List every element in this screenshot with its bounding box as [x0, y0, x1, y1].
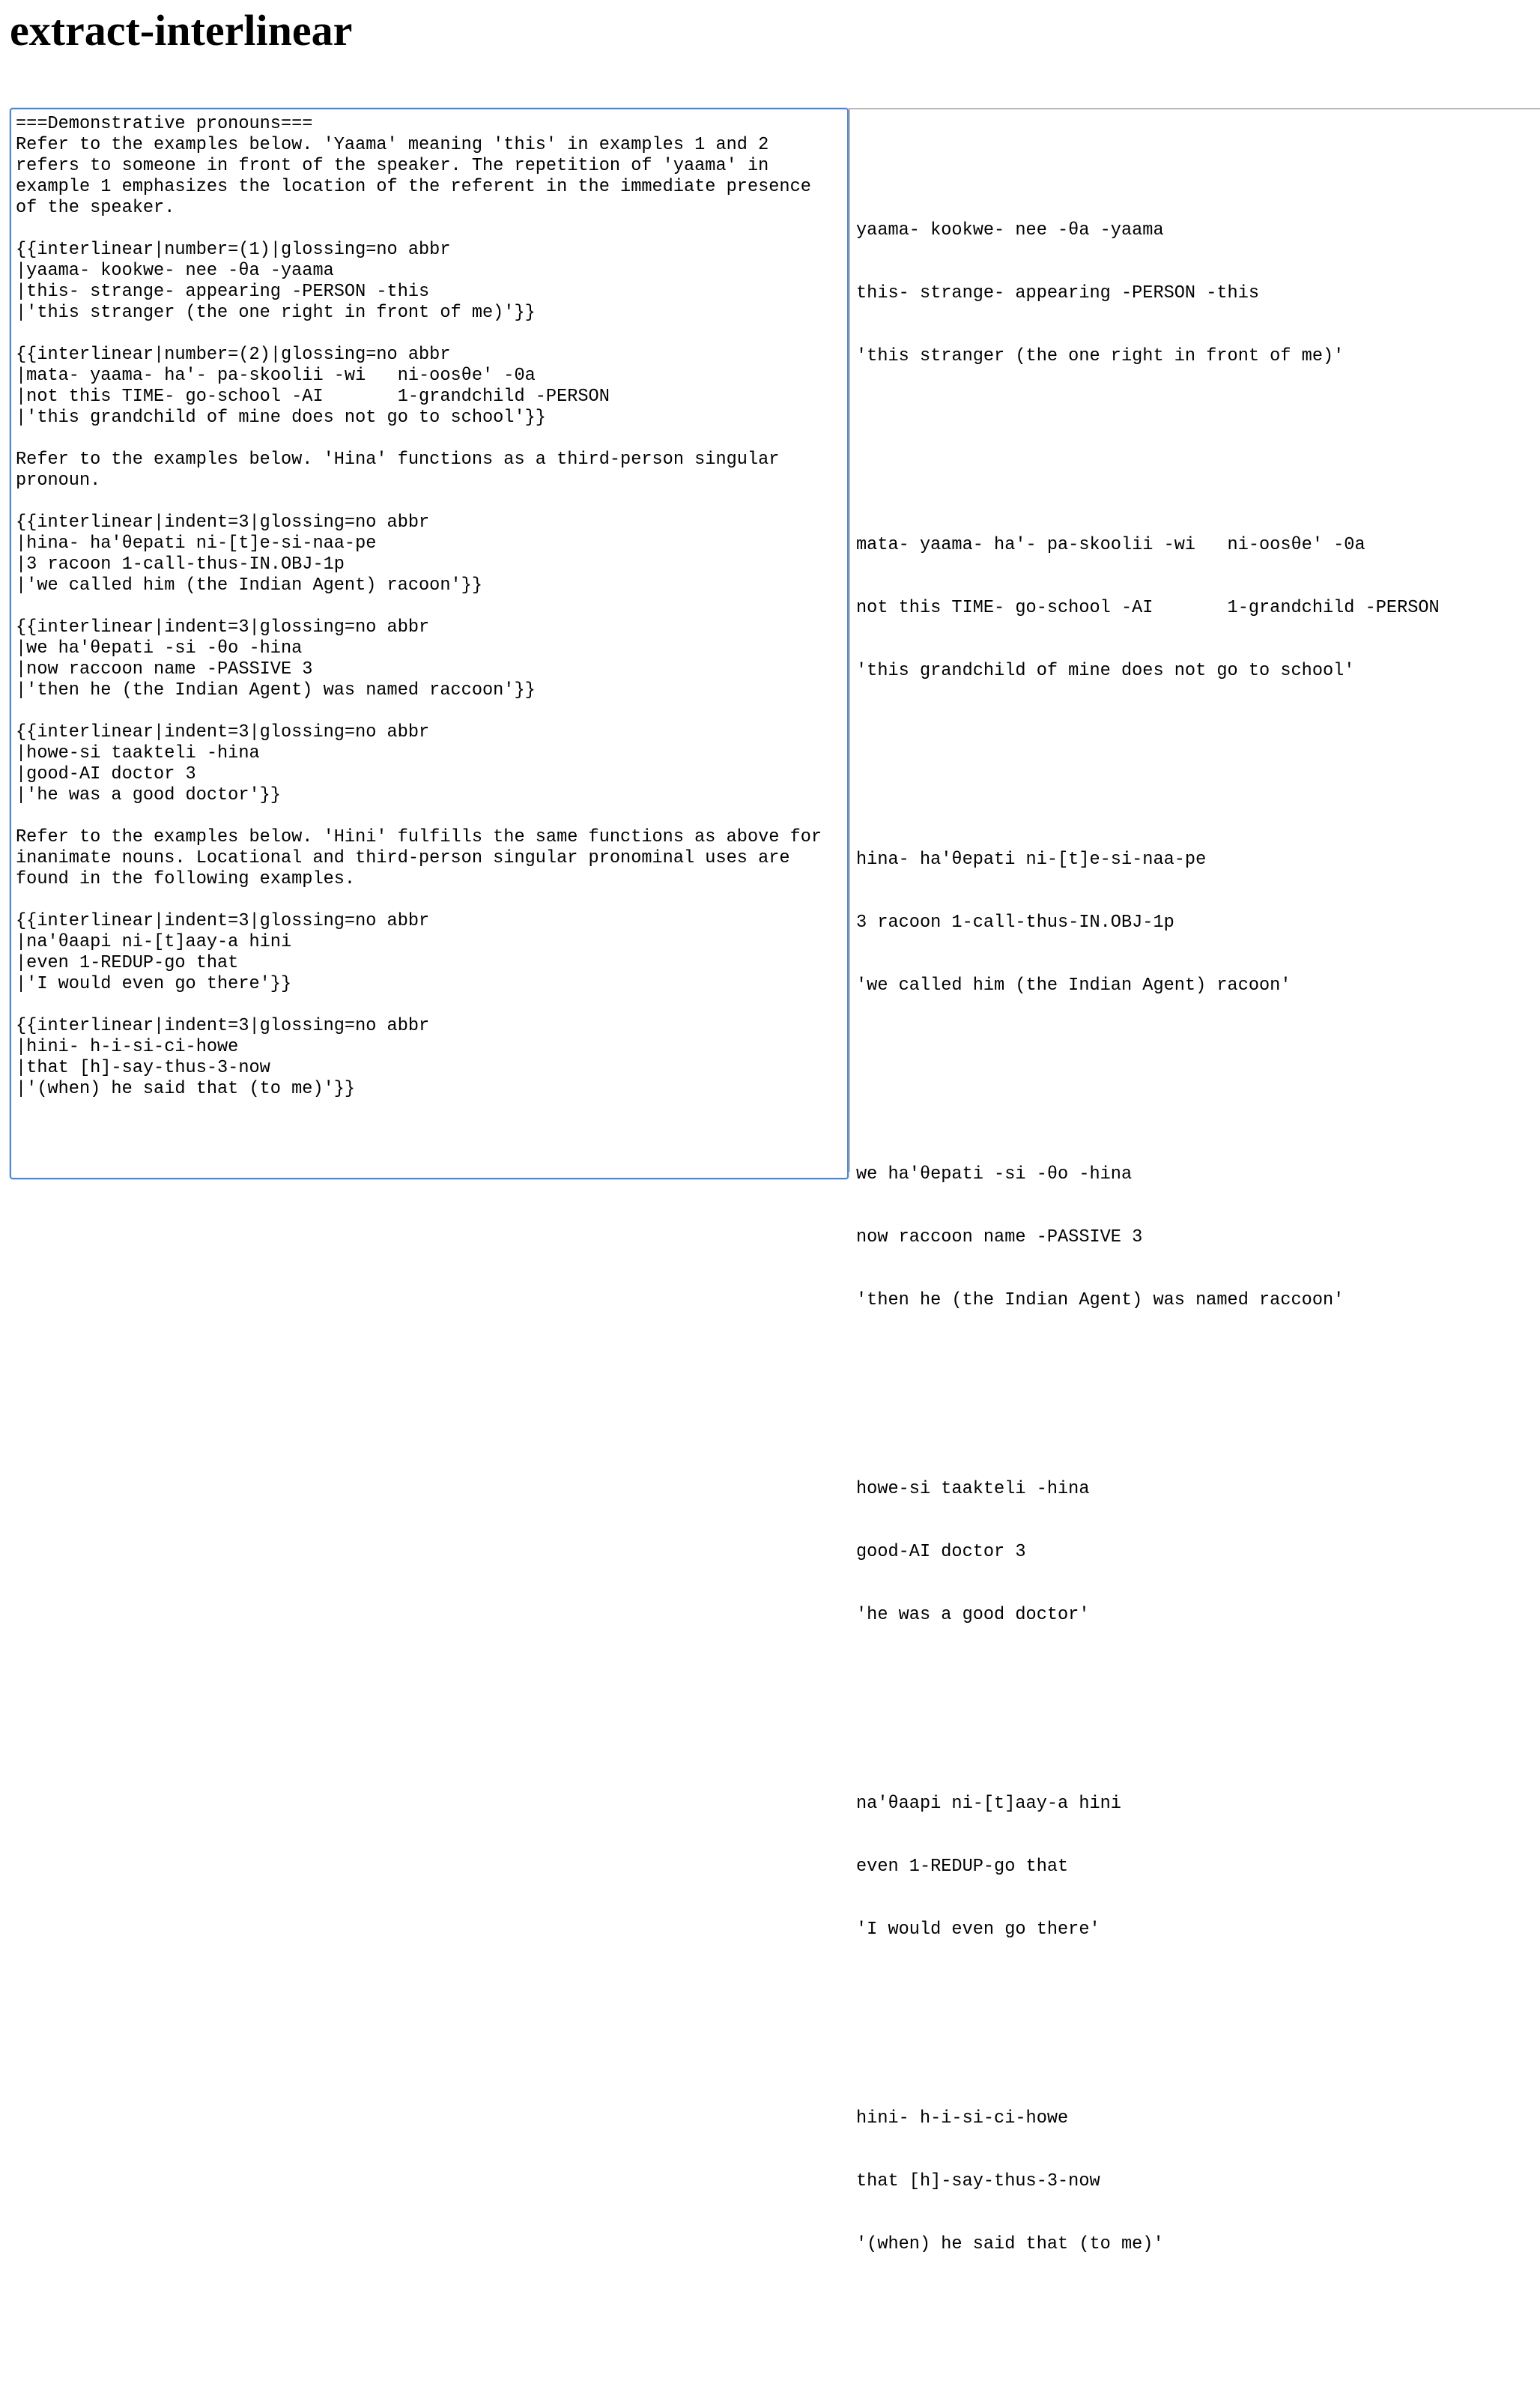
output-example-2 [856, 493, 1440, 724]
output-example-6 [856, 1752, 1440, 1982]
output-example-4 [856, 1122, 1440, 1353]
example-translation-line: 'this grandchild of mine does not go to school' [856, 661, 1355, 681]
example-gloss-line: now raccoon name -PASSIVE 3 [856, 1227, 1143, 1247]
output-panel [849, 108, 1540, 2254]
example-translation-line: 'he was a good doctor' [856, 1605, 1090, 1625]
example-translation-line: 'this stranger (the one right in front of me)' [856, 346, 1345, 366]
output-list [856, 136, 1440, 2381]
example-gloss-line: even 1-REDUP-go that [856, 1857, 1069, 1877]
example-gloss-line: this- strange- appearing -PERSON -this [856, 283, 1260, 303]
example-words-line: howe-si taakteli -hina [856, 1479, 1090, 1499]
example-translation-line: 'we called him (the Indian Agent) racoon' [856, 975, 1291, 996]
example-words-line: yaama- kookwe- nee -θa -yaama [856, 220, 1164, 240]
example-words-line: hina- ha'θepati ni-[t]e-si-naa-pe [856, 850, 1207, 870]
example-words-line: hini- h-i-si-ci-howe [856, 2108, 1069, 2129]
example-gloss-line: 3 racoon 1-call-thus-IN.OBJ-1p [856, 913, 1174, 933]
output-example-5 [856, 1437, 1440, 1668]
example-translation-line: 'I would even go there' [856, 1919, 1100, 1940]
example-translation-line: 'then he (the Indian Agent) was named raccoon' [856, 1290, 1345, 1310]
page-title: extract-interlinear [10, 6, 353, 55]
output-example-7 [856, 2066, 1440, 2297]
output-example-1 [856, 178, 1440, 409]
example-words-line: na'θaapi ni-[t]aay-a hini [856, 1794, 1121, 1814]
example-gloss-line: that [h]-say-thus-3-now [856, 2171, 1100, 2191]
example-gloss-line: not this TIME- go-school -AI 1-grandchild -PERSON [856, 598, 1440, 618]
example-words-line: we ha'θepati -si -θo -hina [856, 1164, 1133, 1185]
example-words-line: mata- yaama- ha'- pa-skoolii -wi ni-oosθe' -0a [856, 535, 1365, 555]
example-gloss-line: good-AI doctor 3 [856, 1542, 1026, 1562]
example-translation-line: '(when) he said that (to me)' [856, 2234, 1164, 2254]
output-example-3 [856, 808, 1440, 1038]
wikitext-input-textarea[interactable] [10, 108, 849, 1179]
